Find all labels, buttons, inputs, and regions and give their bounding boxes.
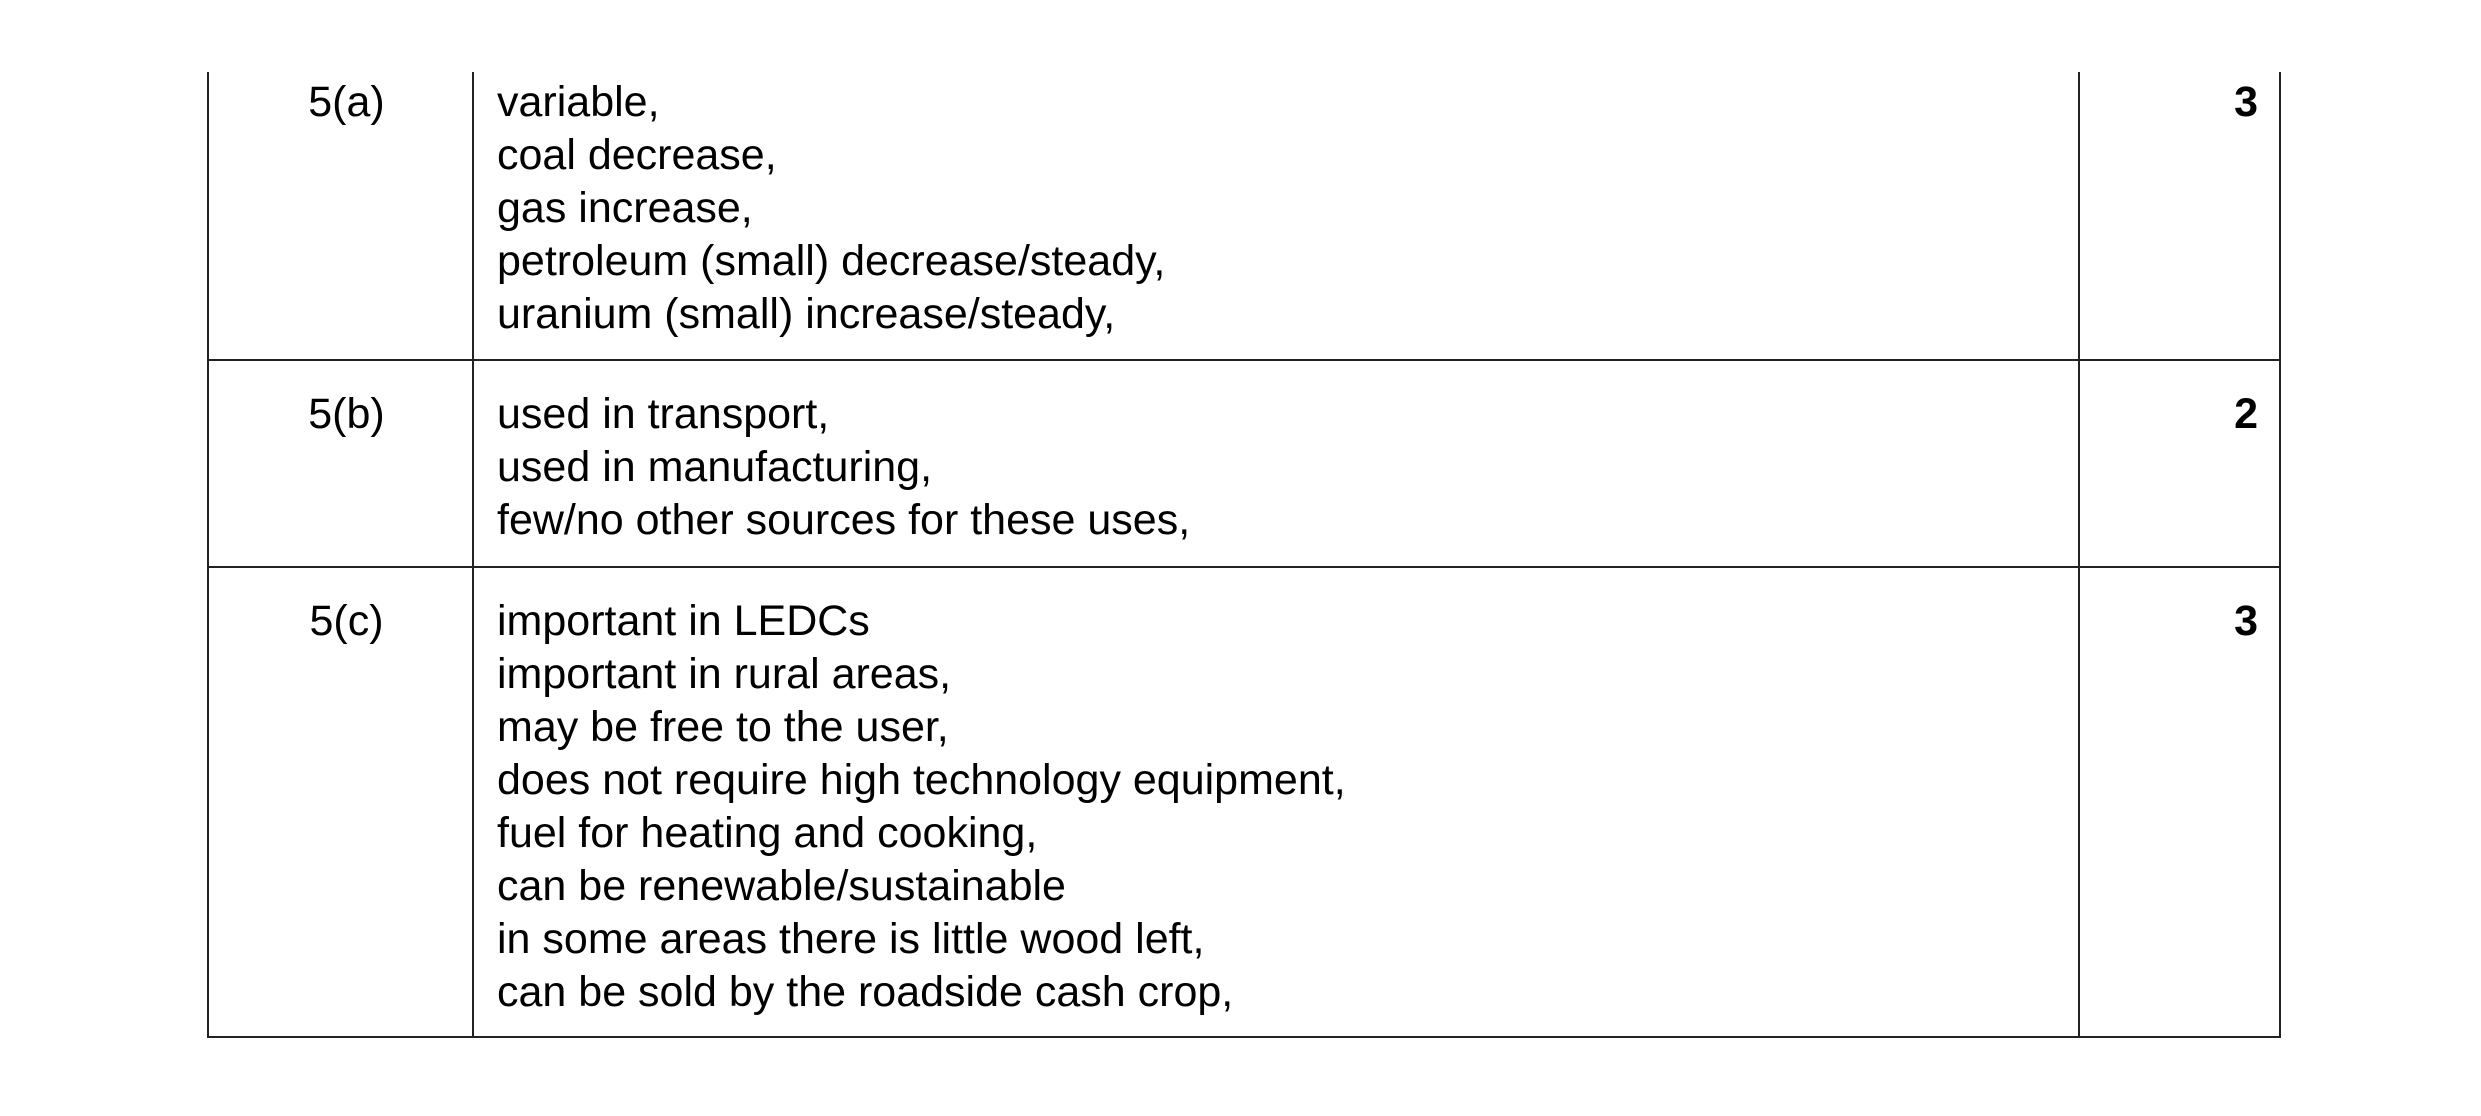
question-number: 5(c) xyxy=(309,597,384,645)
marks-cell xyxy=(2079,360,2280,567)
marks-value: 3 xyxy=(2234,78,2258,126)
answer-line: few/no other sources for these uses, xyxy=(497,496,1191,544)
answer-line: uranium (small) increase/steady, xyxy=(497,290,1116,338)
question-number-cell xyxy=(208,72,473,360)
answer-line: can be sold by the roadside cash crop, xyxy=(497,968,1234,1016)
answer-cell xyxy=(473,72,2079,360)
answer-line: coal decrease, xyxy=(497,131,777,179)
answer-line: used in transport, xyxy=(497,390,830,438)
question-number: 5(b) xyxy=(308,390,385,438)
marks-cell xyxy=(2079,72,2280,360)
answer-line: gas increase, xyxy=(497,184,753,232)
answer-line: may be free to the user, xyxy=(497,703,949,751)
answer-line: important in LEDCs xyxy=(497,597,870,645)
answer-line: fuel for heating and cooking, xyxy=(497,809,1038,857)
question-number-cell xyxy=(208,360,473,567)
answer-line: used in manufacturing, xyxy=(497,443,933,491)
answer-line: variable, xyxy=(497,78,660,126)
mark-scheme-table xyxy=(207,72,2281,1038)
table-row xyxy=(208,72,2280,360)
answer-line: in some areas there is little wood left, xyxy=(497,915,1205,963)
answer-line: petroleum (small) decrease/steady, xyxy=(497,237,1166,285)
answer-cell xyxy=(473,360,2079,567)
answer-line: does not require high technology equipment, xyxy=(497,756,1346,804)
answer-cell xyxy=(473,567,2079,1037)
marks-value: 3 xyxy=(2234,597,2258,645)
question-number-cell xyxy=(208,567,473,1037)
answer-line: can be renewable/sustainable xyxy=(497,862,1066,910)
marks-cell xyxy=(2079,567,2280,1037)
table-row xyxy=(208,360,2280,567)
marks-value: 2 xyxy=(2234,390,2258,438)
question-number: 5(a) xyxy=(308,78,385,126)
table-row xyxy=(208,567,2280,1037)
answer-line: important in rural areas, xyxy=(497,650,952,698)
